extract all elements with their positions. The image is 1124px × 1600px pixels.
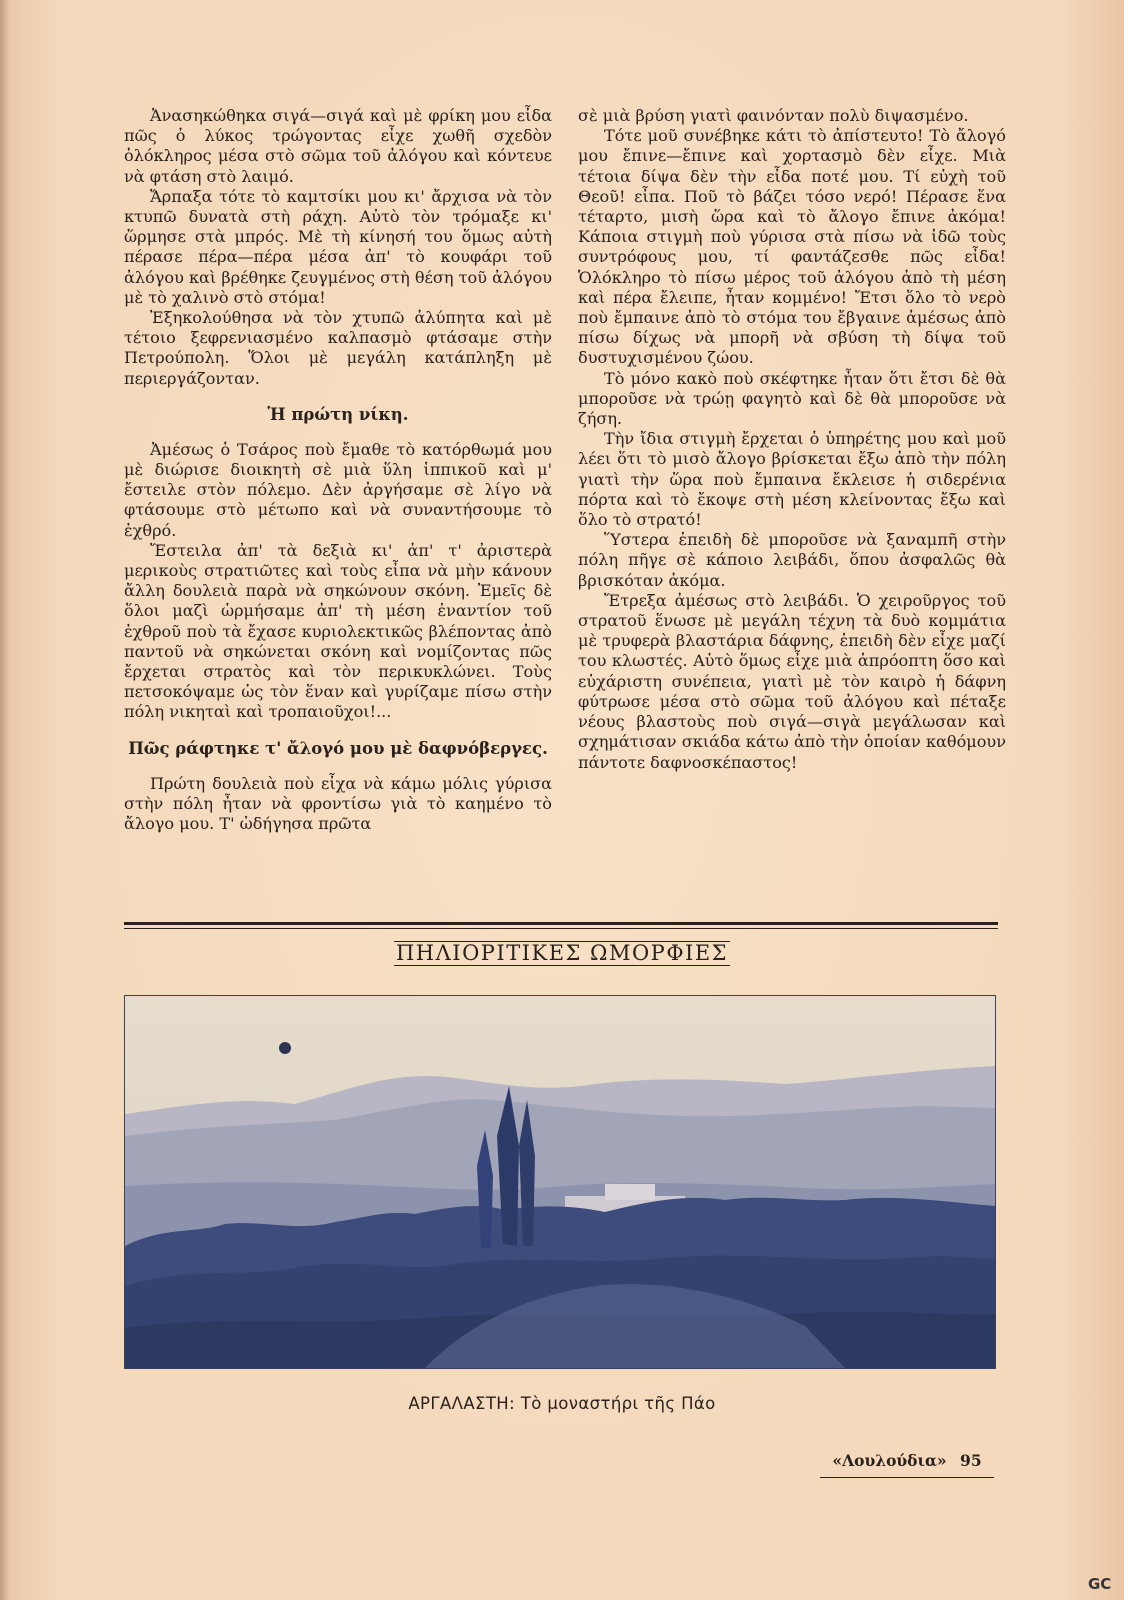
photo-caption: ΑΡΓΑΛΑΣΤΗ: Τὸ μοναστήρι τῆς Πάο (408, 1394, 716, 1413)
paragraph: Τὸ μόνο κακὸ ποὺ σκέφτηκε ἦταν ὅτι ἔτσι δὲ θὰ μποροῦσε νὰ τρώῃ φαγητὸ καὶ δὲ θὰ μποροῦσε νὰ ζήση. (578, 368, 1006, 429)
paragraph-continued: σὲ μιὰ βρύση γιατὶ φαινόνταν πολὺ διψασμένο. (578, 106, 969, 125)
paragraph: Ἔστειλα ἀπ' τὰ δεξιὰ κι' ἀπ' τ' ἀριστερὰ μερικοὺς στρατιῶτες καὶ τοὺς εἶπα νὰ μὴν κάνουν ἄλλη δουλειὰ παρὰ νὰ σηκώνουν σκόνη. Ἐμεῖς δὲ ὅλοι μαζὶ ὡρμήσαμε ἀπ' τὴ μέση ἐναντίον τοῦ ἐχθροῦ ποὺ τὰ ἔχασε κυριολεκτικῶς βλέποντας ἀπὸ παντοῦ νὰ σηκώνεται σκόνη καὶ νομίζοντας πῶς ἔρχεται στρατὸς καὶ τὸν περικυκλώνει. Τοὺς πετσοκόψαμε ὡς τὸν ἕναν καὶ γυρίζαμε πίσω στὴν πόλη νικηταὶ καὶ τροπαιοῦχοι!... (124, 540, 552, 722)
paper-edge-shadow (0, 0, 10, 1600)
landscape-image (125, 996, 995, 1368)
subheading-first-victory: Ἡ πρώτη νίκη. (267, 404, 409, 424)
section-title (0, 941, 1124, 966)
paragraph: Ὕστερα ἐπειδὴ δὲ μποροῦσε νὰ ξαναμπῆ στὴν πόλη πῆγε σὲ κάποιο λειβάδι, ὅπου ἀσφαλῶς θὰ βρισκόταν ἀκόμα. (578, 530, 1006, 590)
left-column (124, 106, 552, 834)
paragraph: Ἔτρεξα ἀμέσως στὸ λειβάδι. Ὁ χειροῦργος τοῦ στρατοῦ ἕνωσε μὲ μεγάλη τέχνη τὰ δυὸ κομμάτια μὲ τρυφερὰ βλαστάρια δάφνης, ἐπειδὴ δὲν εἶχε μαζί του κλωστές. Αὐτὸ ὅμως εἶχε μιὰ ἀπρόοπτη ὅσο καὶ εὐχάριστη συνέπεια, γιατὶ μὲ τὸν καιρὸ ἡ δάφνη φύτρωσε μέσα στὸ σῶμα τοῦ ἀλόγου καὶ πέταξε νέους βλαστοὺς ποὺ σιγά—σιγὰ μεγάλωσαν καὶ σχημάτισαν σκιάδα κάτω ἀπὸ τὴν ὁποίαν καθόμουν πάντοτε δαφνοσκέπαστος! (578, 590, 1006, 772)
paragraph: Τὴν ἴδια στιγμὴ ἔρχεται ὁ ὑπηρέτης μου καὶ μοῦ λέει ὅτι τὸ μισὸ ἄλογο βρίσκεται ἔξω ἀπὸ τὴν πόλη γιατὶ τὴν ὥρα ποὺ ἔμπαινα ἔκλεισε ἡ σιδερένια πόρτα καὶ τὸ ἔκοψε στὴ μέση κλείνοντας ἔξω καὶ ὅλο τὸ στρατό! (578, 429, 1006, 530)
dark-spot (279, 1042, 291, 1054)
paragraph: Ἀνασηκώθηκα σιγά—σιγά καὶ μὲ φρίκη μου εἶδα πῶς ὁ λύκος τρώγοντας εἶχε χωθῆ σχεδὸν ὁλόκληρος μέσα στὸ σῶμα τοῦ ἀλόγου καὶ κόντευε νὰ φτάση στὸ λαιμό. (124, 106, 552, 186)
magazine-name: «Λουλούδια» (832, 1451, 947, 1470)
right-column (578, 106, 1006, 773)
monastery-photo (124, 995, 996, 1369)
paragraph: Πρώτη δουλειὰ ποὺ εἶχα νὰ κάμω μόλις γύρισα στὴν πόλη ἦταν νὰ φροντίσω γιὰ τὸ καημένο τὸ ἄλογο μου. Τ' ὡδήγησα πρῶτα (124, 773, 552, 834)
paragraph: Ἄρπαξα τότε τὸ καμτσίκι μου κι' ἄρχισα νὰ τὸν κτυπῶ δυνατὰ στὴ ράχη. Αὐτὸ τὸν τρόμαξε κι' ὥρμησε στὰ μπρός. Μὲ τὴ κίνησή του ὅμως αὐτὴ πέρασε πέρα—πέρα μέσα ἀπ' τὸ κουφάρι τοῦ ἀλόγου καὶ βρέθηκε ζευγμένος στὴ θέση τοῦ ἀλόγου μὲ τὸ χαλινὸ στὸ στόμα! (124, 186, 552, 307)
paragraph: Τότε μοῦ συνέβηκε κάτι τὸ ἀπίστευτο! Τὸ ἄλογό μου ἔπινε—ἔπινε καὶ χορτασμὸ δὲν εἶχε. Μιὰ τέτοια δίψα δὲν τὴν εἶδα ποτέ μου. Τί εὐχὴ τοῦ Θεοῦ! εἶπα. Ποῦ τὸ βάζει τόσο νερό! Πέρασε ἕνα τέταρτο, μισὴ ὥρα καὶ τὸ ἄλογο ἔπινε ἀκόμα! Κάποια στιγμὴ ποὺ γύρισα στὰ πίσω νὰ ἰδῶ τοὺς συντρόφους μου, τί φαντάζεσθε πῶς εἶδα! Ὁλόκληρο τὸ πίσω μέρος τοῦ ἀλόγου ἀπὸ τὴ μέση καὶ πέρα ἔλειπε, ἦταν κομμένο! Ἔτσι ὅλο τὸ νερὸ ποὺ ἔμπαινε ἀπὸ τὸ στόμα του ἔβγαινε ἀμέσως ἀπὸ πίσω δίχως νὰ μπορῆ νὰ σβύση τὴ δίψα τοῦ δυστυχισμένου ζώου. (578, 126, 1006, 368)
paragraph: Ἀμέσως ὁ Τσάρος ποὺ ἔμαθε τὸ κατόρθωμά μου μὲ διώρισε διοικητὴ σὲ μιὰ ὕλη ἱππικοῦ καὶ μ' ἔστειλε στὸν πόλεμο. Δὲν ἀργήσαμε σὲ λίγο νὰ φτάσουμε στὸ μέτωπο καὶ νὰ συναντήσουμε τὸ ἐχθρό. (124, 439, 552, 540)
section-divider-thick (124, 922, 998, 925)
corner-mark: GC (1088, 1575, 1112, 1593)
page-footer (820, 1451, 994, 1478)
section-title-text: ΠΗΛΙΟΡΙΤΙΚΕΣ ΩΜΟΡΦΙΕΣ (395, 941, 729, 965)
subheading-horse-sewn: Πῶς ράφτηκε τ' ἄλογό μου μὲ δαφνόβεργες. (128, 738, 548, 758)
paragraph: Ἐξηκολούθησα νὰ τὸν χτυπῶ ἀλύπητα καὶ μὲ τέτοιο ξεφρενιασμένο καλπασμὸ φτάσαμε στὴν Πετρούπολη. Ὅλοι μὲ μεγάλη κατάπληξη μὲ περιεργάζονταν. (124, 308, 552, 388)
page-number: 95 (960, 1451, 982, 1470)
section-divider-thin (124, 928, 998, 929)
